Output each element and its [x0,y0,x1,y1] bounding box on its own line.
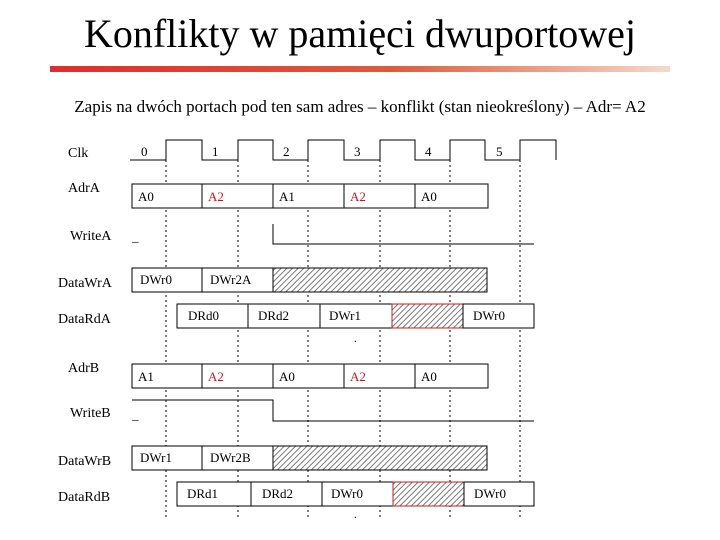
data-rd-a-value: DRd0 [188,308,220,323]
clock-waveform [130,140,556,160]
data-wr-b-value: DWr2B [210,450,251,465]
clock-cycle-label: 0 [141,144,148,159]
write-a-waveform [273,224,534,244]
label-data-wr-b: DataWrB [58,454,112,469]
clock-cycle-label: 5 [496,144,503,159]
data-rd-a-value: DWr1 [329,308,361,323]
adr-a-value: A0 [138,189,154,204]
data-wr-b-value: DWr1 [140,450,172,465]
label-adr-a: AdrA [68,181,100,196]
adr-b-value: A0 [421,369,437,384]
data-wr-b-bus [132,446,487,470]
clock-cycle-label: 4 [425,144,432,159]
adr-a-value: A0 [421,189,437,204]
data-rd-a-conflict [392,304,463,328]
data-rd-b-value: DRd1 [187,486,219,501]
data-rd-a-value: DRd2 [258,308,290,323]
adr-a-value: A2 [208,189,224,204]
label-adr-b: AdrB [68,361,100,376]
write-a-level-mark: _ [132,229,139,244]
adr-b-value: A1 [138,369,154,384]
adr-a-value: A2 [350,189,366,204]
data-rd-b-value: DWr0 [474,486,506,501]
data-wr-b-hatched [273,446,487,470]
signal-labels [58,146,113,505]
write-b-waveform [132,400,534,421]
data-wr-a-value: DWr2A [210,272,252,287]
label-data-wr-a: DataWrA [58,276,112,291]
data-wr-a-hatched [273,268,487,292]
conflict-dot: . [354,333,357,345]
data-rd-a-value: DWr0 [473,308,505,323]
conflict-dot: . [354,509,357,521]
data-rd-b-conflict [393,482,464,506]
adr-b-value: A2 [350,369,366,384]
adr-b-value: A0 [279,369,295,384]
label-write-a: WriteA [70,229,112,244]
clock-cycle-label: 2 [283,144,290,159]
data-rd-b-value: DWr0 [331,486,363,501]
data-wr-a-bus [132,268,487,292]
label-data-rd-a: DataRdA [58,312,111,327]
clock-cycle-label: 1 [212,144,219,159]
adr-b-value: A2 [208,369,224,384]
write-b-level-mark: _ [132,407,139,422]
label-clk: Clk [68,146,89,161]
data-wr-a-value: DWr0 [140,272,172,287]
clock-cycle-label: 3 [354,144,361,159]
label-write-b: WriteB [70,406,111,421]
subtitle: Zapis na dwóch portach pod ten sam adres – konflikt (stan nieokreślony) – Adr= A2 [74,97,646,116]
page-title: Konflikty w pamięci dwuportowej [83,11,637,56]
adr-a-value: A1 [279,189,295,204]
label-data-rd-b: DataRdB [58,490,111,505]
data-rd-b-value: DRd2 [262,486,294,501]
